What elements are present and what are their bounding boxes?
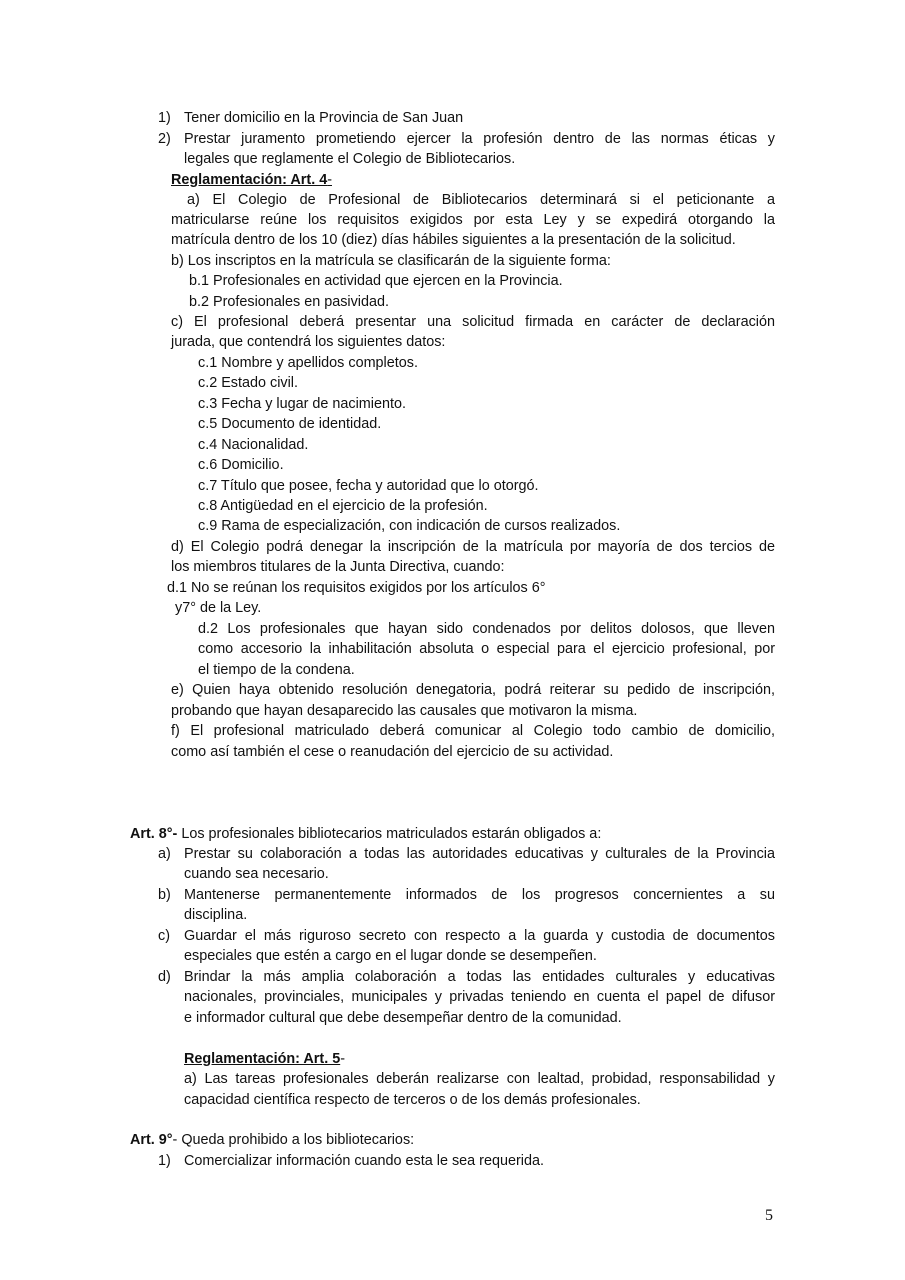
article-label: Art. 8°- xyxy=(130,826,178,842)
list-item-text: cuando sea necesario. xyxy=(184,866,329,882)
heading-suffix: - xyxy=(327,172,332,188)
paragraph-line: probando que hayan desaparecido las causales que motivaron la misma. xyxy=(171,703,638,719)
sub-item: c.6 Domicilio. xyxy=(198,457,284,473)
list-marker: a) xyxy=(158,846,171,862)
list-marker: 1) xyxy=(158,1153,171,1169)
sub-item: y7° de la Ley. xyxy=(175,600,262,616)
list-item-text: legales que reglamente el Colegio de Bibliotecarios. xyxy=(184,151,516,167)
sub-item: c.2 Estado civil. xyxy=(198,375,298,391)
paragraph-line: matrícula dentro de los 10 (diez) días hábiles siguientes a la presentación de la solicitud. xyxy=(171,232,736,248)
article-text: Los profesionales bibliotecarios matriculados estarán obligados a: xyxy=(177,826,602,842)
sub-item: c.5 Documento de identidad. xyxy=(198,416,382,432)
paragraph-line: e) Quien haya obtenido resolución denegatoria, podrá reiterar su pedido de inscripción, xyxy=(171,682,775,698)
paragraph-line: como así también el cese o reanudación del ejercicio de su actividad. xyxy=(171,744,614,760)
section-heading xyxy=(184,1049,345,1069)
list-item-text: Comercializar información cuando esta le sea requerida. xyxy=(184,1153,544,1169)
sub-item: b.1 Profesionales en actividad que ejercen en la Provincia. xyxy=(189,273,563,289)
paragraph-line: matricularse reúne los requisitos exigidos por esta Ley y se expedirá otorgando la xyxy=(171,212,775,228)
article-heading xyxy=(130,1130,414,1150)
list-marker: b) xyxy=(158,887,171,903)
list-item-text: especiales que estén a cargo en el lugar donde se desempeñen. xyxy=(184,948,597,964)
sub-item: c.7 Título que posee, fecha y autoridad que lo otorgó. xyxy=(198,478,539,494)
sub-item: b.2 Profesionales en pasividad. xyxy=(189,294,390,310)
sub-item: c.4 Nacionalidad. xyxy=(198,437,309,453)
list-item-text: Guardar el más riguroso secreto con respecto a la guarda y custodia de documentos xyxy=(184,928,775,944)
sub-item: d.2 Los profesionales que hayan sido condenados por delitos dolosos, que lleven xyxy=(198,621,775,637)
page-number: 5 xyxy=(765,1207,773,1224)
paragraph-line: a) El Colegio de Profesional de Bibliotecarios determinará si el peticionante a xyxy=(187,192,775,208)
list-marker: c) xyxy=(158,928,170,944)
list-marker: d) xyxy=(158,969,171,985)
section-heading xyxy=(171,170,332,190)
list-item-text: Mantenerse permanentemente informados de los progresos concernientes a su xyxy=(184,887,775,903)
list-item-text: e informador cultural que debe desempeñar dentro de la comunidad. xyxy=(184,1010,622,1026)
sub-item: c.8 Antigüedad en el ejercicio de la profesión. xyxy=(198,498,488,514)
article-label: Art. 9° xyxy=(130,1132,173,1148)
sub-item: como accesorio la inhabilitación absoluta o especial para el ejercicio profesional, por xyxy=(198,641,775,657)
list-item-text: disciplina. xyxy=(184,907,248,923)
paragraph-line: c) El profesional deberá presentar una solicitud firmada en carácter de declaración xyxy=(171,314,775,330)
paragraph-line: capacidad científica respecto de terceros o de los demás profesionales. xyxy=(184,1092,641,1108)
paragraph-line: los miembros titulares de la Junta Directiva, cuando: xyxy=(171,559,505,575)
heading-text: Reglamentación: Art. 5 xyxy=(184,1051,341,1067)
article-heading xyxy=(130,824,601,844)
heading-text: Reglamentación: Art. 4 xyxy=(171,172,328,188)
paragraph-line: a) Las tareas profesionales deberán realizarse con lealtad, probidad, responsabilidad y xyxy=(184,1071,775,1087)
sub-item: c.3 Fecha y lugar de nacimiento. xyxy=(198,396,406,412)
article-text: - Queda prohibido a los bibliotecarios: xyxy=(172,1132,415,1148)
paragraph-line: b) Los inscriptos en la matrícula se clasificarán de la siguiente forma: xyxy=(171,253,611,269)
sub-item: c.1 Nombre y apellidos completos. xyxy=(198,355,418,371)
list-marker: 1) xyxy=(158,110,171,126)
sub-item: d.1 No se reúnan los requisitos exigidos por los artículos 6° xyxy=(167,580,546,596)
heading-suffix: - xyxy=(340,1051,345,1067)
paragraph-line: f) El profesional matriculado deberá comunicar al Colegio todo cambio de domicilio, xyxy=(171,723,775,739)
list-item-text: Prestar juramento prometiendo ejercer la profesión dentro de las normas éticas y xyxy=(184,131,775,147)
list-item-text: nacionales, provinciales, municipales y privadas teniendo en cuenta el papel de difusor xyxy=(184,989,775,1005)
sub-item: el tiempo de la condena. xyxy=(198,662,355,678)
list-item-text: Brindar la más amplia colaboración a todas las entidades culturales y educativas xyxy=(184,969,775,985)
sub-item: c.9 Rama de especialización, con indicación de cursos realizados. xyxy=(198,518,621,534)
paragraph-line: d) El Colegio podrá denegar la inscripción de la matrícula por mayoría de dos tercios de xyxy=(171,539,775,555)
list-marker: 2) xyxy=(158,131,171,147)
list-item-text: Prestar su colaboración a todas las autoridades educativas y culturales de la Provincia xyxy=(184,846,775,862)
paragraph-line: jurada, que contendrá los siguientes datos: xyxy=(171,334,446,350)
list-item-text: Tener domicilio en la Provincia de San Juan xyxy=(184,110,464,126)
